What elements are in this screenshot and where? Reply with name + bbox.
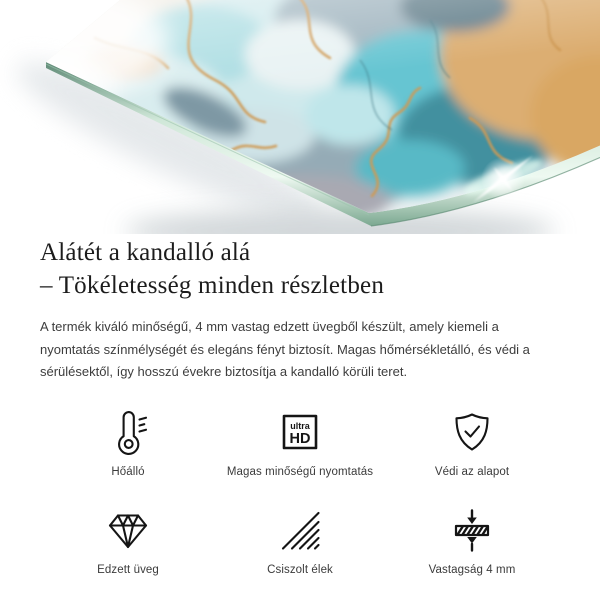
- feature-label: Vastagság 4 mm: [428, 563, 516, 576]
- thermometer-icon: [105, 405, 151, 455]
- feature-label: Védi az alapot: [434, 465, 510, 478]
- features-grid: [40, 405, 560, 576]
- feature-label: Magas minőségű nyomtatás: [226, 465, 374, 478]
- feature-heat-resistant: [42, 405, 214, 478]
- ultra-hd-icon: [277, 405, 323, 455]
- thickness-icon: [449, 503, 495, 553]
- feature-print-quality: [214, 405, 386, 478]
- product-description: A termék kiváló minőségű, 4 mm vastag edzett üvegből készült, amely kiemeli a nyomtatás színmélységét és elegáns fényt biztosít. Magas hőmérsékletálló, és védi a sérülésektől, így hosszú évekre biztosítja a kandalló körüli teret.: [40, 319, 530, 379]
- feature-label: Hőálló: [111, 465, 145, 478]
- product-title-line2: – Tökéletesség minden részletben: [40, 272, 385, 299]
- feature-polished-edges: [214, 503, 386, 576]
- product-text-block: [0, 234, 600, 576]
- glass-panel-illustration: [0, 0, 600, 234]
- feature-label: Edzett üveg: [97, 563, 159, 576]
- feature-tempered-glass: [42, 503, 214, 576]
- polished-edges-icon: [277, 503, 323, 553]
- feature-label: Csiszolt élek: [267, 563, 333, 576]
- feature-protects-base: [386, 405, 558, 478]
- product-title-line1: Alátét a kandalló alá: [40, 239, 251, 266]
- feature-thickness: [386, 503, 558, 576]
- diamond-icon: [105, 503, 151, 553]
- svg-text:ultra: ultra: [290, 420, 310, 431]
- product-hero-image: [0, 0, 600, 234]
- product-title: [40, 236, 560, 302]
- shield-check-icon: [449, 405, 495, 455]
- svg-text:HD: HD: [289, 430, 311, 447]
